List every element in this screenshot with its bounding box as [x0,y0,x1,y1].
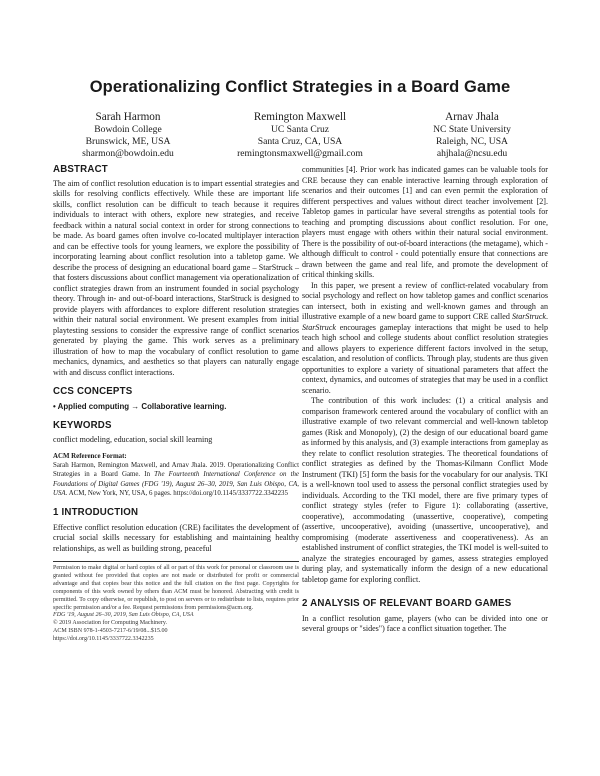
author-block [225,110,375,161]
author-affiliation: NC State University [433,124,511,135]
abstract-heading: ABSTRACT [53,164,108,175]
abstract-text: The aim of conflict resolution education is to impart essential strategies and skills for resolving conflicts effectively. While these are important life skills, conflict resolution can be difficult to teach because it requires individuals to interact with others, explore new strategies, and receive feedback within a natural social context in order for strong connections to be made. As board games often involve co-located multiplayer interaction and can be effective tools for young learners, we explore the possibility of incorporating learning about conflict resolution into a tabletop game. We describe the process of designing an educational board game – StarStruck – that fosters discussions about conflict management via operationalization of conflict strategies drawn from an instrument founded in social psychology theory. Through in- and out-of-board interactions, StarStruck is designed to provide players with affordances to explore different resolution strategies within their natural social environment. We present examples from initial playtesting sessions to consider the expressive range of conflict scenarios generated by playing the game. This work serves as a preliminary illustration of how to map the vocabulary of conflict resolution to game mechanics, dynamics, and aesthetics so that players can naturally engage with and discuss conflict interactions. [53,178,299,377]
isbn-line: ACM ISBN 978-1-4503-7217-6/19/08...$15.00 [53,628,168,635]
author-block [53,110,203,161]
author-email: ahjhala@ncsu.edu [436,148,508,160]
author-affiliation: UC Santa Cruz [270,124,330,135]
ccs-text: • Applied computing → Collaborative learning. [53,401,227,411]
author-block [397,110,547,161]
author-name: Arnav Jhala [445,111,499,123]
paper-title: Operationalizing Conflict Strategies in a Board Game [89,78,511,96]
reference-format-publisher: ACM, New York, NY, USA, 6 pages. https://doi.org/10.1145/3337722.3342235 [67,489,288,497]
game-name: StarStruck [512,312,546,321]
footnote-divider [53,561,299,562]
section-2-heading: 2 ANALYSIS OF RELEVANT BOARD GAMES [302,598,512,609]
author-location: Santa Cruz, CA, USA [257,136,343,148]
paragraph-text: encourages gameplay interactions that might be used to help teach high school and college students about conflict resolution strategies and allows players to experience different factors involved in the setup, escalation, and resolution of conflicts. Through play, students are thus given opportunities to explore a variety of situational parameters that affect the context, dynamics, and outcomes of strategies that may be used in a conflict scenario. [302,322,548,395]
author-affiliation: Bowdoin College [94,124,162,135]
author-location: Brunswick, ME, USA [85,136,171,148]
copyright-line: © 2019 Association for Computing Machinery. [53,620,168,627]
ccs-heading: CCS CONCEPTS [53,386,133,397]
author-email: remingtonsmaxwell@gmail.com [237,148,363,160]
body-paragraph: The contribution of this work includes: (1) a critical analysis and comparison framework centered around the vocabulary of conflict with an illustrative example of two relevant commercial and well-known tabletop games (Risk and Monopoly), (2) the design of our educational board game as informed by this analysis, and (3) example interactions from gameplay as they relate to conflict resolution strategies. The theoretical foundations of conflict strategies as defined by the Thomas-Kilmann Conflict Mode Instrument (TKI) [5] form the basis for the vocabulary for our analysis. TKI is a well-known tool used to assess the personal conflict strategies used by individuals. According to the TKI model, there are five primary types of conflict strategy styles (refer to Figure 1): collaborating (assertive, cooperative), accommodating (unassertive, cooperative), competing (assertive, uncooperative), avoiding (unassertive, uncooperative), and compromising (moderate assertiveness and cooperativeness). As an established instrument of conflict strategies, the TKI model is well-suited to analyze the strategies encouraged by games, assess strategies employed during play, and systematically inform the design of a new educational tabletop game for exploring conflict. [302,396,548,584]
doi-link[interactable]: https://doi.org/10.1145/3337722.3342235 [53,636,154,643]
reference-format-venue: The Fourteenth International Conference on the Foundations of Digital Games (FDG '19), August 26–30, 2019, San Luis Obispo, CA, USA. [53,471,299,497]
keywords-text: conflict modeling, education, social skill learning [53,434,213,444]
keywords-heading: KEYWORDS [53,420,112,431]
reference-format-heading: ACM Reference Format: [53,453,127,460]
body-paragraph [302,281,548,397]
conference-line: FDG '19, August 26–30, 2019, San Luis Obispo, CA, USA [53,612,194,619]
game-name: StarStruck [302,322,336,332]
reference-format-authors: Sarah Harmon, Remington Maxwell, and Arnav Jhala. 2019. Operationalizing Conflict Strategies in a Board Game. In [53,462,299,479]
author-name: Remington Maxwell [253,111,347,123]
section-2-text: In a conflict resolution game, players (who can be divided into one or several groups or "sides") face a conflict situation together. The [302,613,548,633]
reference-format-text [53,461,299,498]
right-column [302,165,548,635]
author-location: Raleigh, NC, USA [436,136,508,148]
paragraph-text: In this paper, we present a review of conflict-related vocabulary from social psychology and reflect on how tabletop games and conflict scenarios can intersect, both in existing and well-known games and through an illustrative example of a new board game to support CRE called [302,280,548,321]
paragraph-text: . [545,312,548,321]
intro-text: Effective conflict resolution education (CRE) facilitates the development of crucial social skills necessary for establishing and maintaining healthy relationships, as well as building strong, peaceful [53,522,299,553]
left-column [53,165,299,644]
author-email: sharmon@bowdoin.edu [82,148,174,160]
body-paragraph: communities [4]. Prior work has indicated games can be valuable tools for CRE because they can enable interactive learning through exploration of scenarios and their outcomes [1] and can even permit the exploration of different perspectives and values without direct teacher involvement [2]. Tabletop games in particular have several strengths as potential tools for teaching and prompting discussions about conflict resolution. For one, players must engage with others within their natural social environment. There is the possibility of out-of-board interactions (the metagame), which - although difficult to control - could potentially ensure that connections are drawn between the game and real life, and promote the development of critical thinking skills. [302,165,548,279]
permission-notice: Permission to make digital or hard copies of all or part of this work for personal or classroom use is granted without fee provided that copies are not made or distributed for profit or commercial advantage and that copies bear this notice and the full citation on the first page. Copyrights for components of this work owned by others than ACM must be honored. Abstracting with credit is permitted. To copy otherwise, or republish, to post on servers or to redistribute to lists, requires prior specific permission and/or a fee. Request permissions from permissions@acm.org. [53,565,299,611]
author-name: Sarah Harmon [95,111,161,123]
intro-heading: 1 INTRODUCTION [53,507,139,519]
